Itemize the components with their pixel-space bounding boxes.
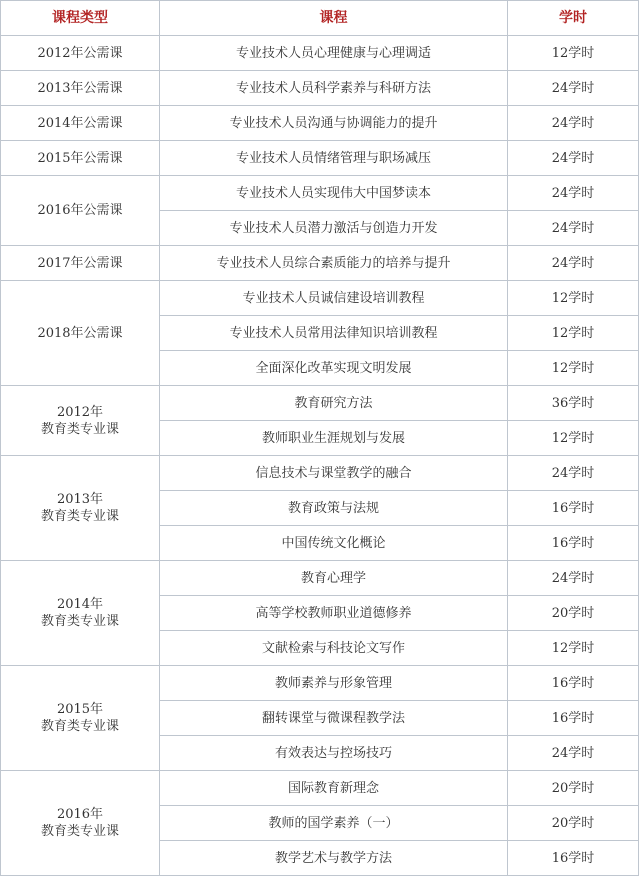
course-type-cell — [1, 456, 160, 561]
table-row — [1, 246, 639, 281]
column-header-hours: 学时 — [508, 1, 639, 36]
table-row — [1, 561, 639, 596]
course-name-cell: 专业技术人员综合素质能力的培养与提升 — [160, 246, 508, 281]
course-type-text: 教育类专业课 — [40, 614, 119, 629]
course-hours-cell: 16学时 — [508, 841, 639, 876]
course-name-cell: 教育政策与法规 — [160, 491, 508, 526]
table-row — [1, 71, 639, 106]
course-name-cell: 专业技术人员实现伟大中国梦读本 — [160, 176, 508, 211]
course-name-cell: 教育心理学 — [160, 561, 508, 596]
table-row — [1, 106, 639, 141]
course-name-cell: 有效表达与控场技巧 — [160, 736, 508, 771]
course-name-cell: 教育研究方法 — [160, 386, 508, 421]
course-hours-cell: 24学时 — [508, 71, 639, 106]
course-type-text: 2018年公需课 — [37, 325, 123, 341]
course-hours-cell: 20学时 — [508, 596, 639, 631]
course-name-cell: 全面深化改革实现文明发展 — [160, 351, 508, 386]
course-name-cell: 信息技术与课堂教学的融合 — [160, 456, 508, 491]
course-name-cell: 专业技术人员沟通与协调能力的提升 — [160, 106, 508, 141]
course-type-cell — [1, 281, 160, 386]
course-name-cell: 中国传统文化概论 — [160, 526, 508, 561]
course-type-text: 2012年公需课 — [37, 45, 123, 61]
course-hours-cell: 36学时 — [508, 386, 639, 421]
course-hours-cell: 24学时 — [508, 736, 639, 771]
course-hours-cell: 24学时 — [508, 456, 639, 491]
course-type-text: 教育类专业课 — [40, 719, 119, 734]
course-hours-cell: 20学时 — [508, 771, 639, 806]
course-type-cell — [1, 771, 160, 876]
course-type-text: 2015年公需课 — [37, 150, 123, 166]
course-hours-cell: 24学时 — [508, 106, 639, 141]
course-name-cell: 专业技术人员诚信建设培训教程 — [160, 281, 508, 316]
column-header-course-type: 课程类型 — [1, 1, 160, 36]
course-type-cell — [1, 666, 160, 771]
table-row — [1, 666, 639, 701]
course-type-cell — [1, 561, 160, 666]
course-name-cell: 国际教育新理念 — [160, 771, 508, 806]
course-type-text: 2012年 — [56, 404, 104, 420]
course-name-cell: 高等学校教师职业道德修养 — [160, 596, 508, 631]
course-type-text: 教育类专业课 — [40, 421, 119, 437]
course-name-cell: 专业技术人员科学素养与科研方法 — [160, 71, 508, 106]
course-type-cell — [1, 106, 160, 141]
table-row — [1, 386, 639, 421]
course-name-cell: 教师素养与形象管理 — [160, 666, 508, 701]
table-row — [1, 176, 639, 211]
course-type-text: 2013年 — [56, 492, 104, 507]
table-body — [1, 36, 639, 876]
course-hours-cell: 12学时 — [508, 351, 639, 386]
course-hours-cell: 24学时 — [508, 141, 639, 176]
course-hours-cell: 16学时 — [508, 701, 639, 736]
course-hours-cell: 12学时 — [508, 631, 639, 666]
course-type-text: 2013年公需课 — [37, 80, 123, 96]
table-row — [1, 456, 639, 491]
course-hours-cell: 24学时 — [508, 561, 639, 596]
course-hours-cell: 16学时 — [508, 526, 639, 561]
course-hours-cell: 12学时 — [508, 421, 639, 456]
course-name-cell: 专业技术人员情绪管理与职场减压 — [160, 141, 508, 176]
course-type-text: 2016年公需课 — [37, 203, 123, 218]
course-hours-cell: 16学时 — [508, 491, 639, 526]
course-type-cell — [1, 246, 160, 281]
course-name-cell: 教学艺术与教学方法 — [160, 841, 508, 876]
table-header-row — [1, 1, 639, 36]
course-hours-cell: 12学时 — [508, 281, 639, 316]
course-name-cell: 翻转课堂与微课程教学法 — [160, 701, 508, 736]
course-type-text: 2014年 — [56, 597, 104, 612]
course-type-text: 教育类专业课 — [40, 824, 119, 839]
course-hours-cell: 12学时 — [508, 316, 639, 351]
course-type-text: 教育类专业课 — [40, 509, 119, 524]
course-name-cell: 专业技术人员心理健康与心理调适 — [160, 36, 508, 71]
course-type-text: 2014年公需课 — [37, 115, 123, 131]
course-type-cell — [1, 71, 160, 106]
course-name-cell: 教师职业生涯规划与发展 — [160, 421, 508, 456]
course-name-cell: 专业技术人员常用法律知识培训教程 — [160, 316, 508, 351]
course-type-cell — [1, 386, 160, 456]
course-type-text: 2016年 — [56, 807, 104, 822]
course-hours-cell: 16学时 — [508, 666, 639, 701]
course-type-cell — [1, 141, 160, 176]
course-hours-cell: 20学时 — [508, 806, 639, 841]
course-name-cell: 专业技术人员潜力激活与创造力开发 — [160, 211, 508, 246]
table-row — [1, 36, 639, 71]
table-row — [1, 771, 639, 806]
course-hours-cell: 24学时 — [508, 211, 639, 246]
table-row — [1, 141, 639, 176]
course-hours-cell: 24学时 — [508, 246, 639, 281]
course-hours-cell: 24学时 — [508, 176, 639, 211]
course-type-text: 2015年 — [56, 702, 104, 717]
course-name-cell: 教师的国学素养（一） — [160, 806, 508, 841]
table-row — [1, 281, 639, 316]
course-type-cell — [1, 176, 160, 246]
course-type-cell — [1, 36, 160, 71]
course-hours-cell: 12学时 — [508, 36, 639, 71]
column-header-course: 课程 — [160, 1, 508, 36]
course-type-text: 2017年公需课 — [37, 255, 123, 271]
course-name-cell: 文献检索与科技论文写作 — [160, 631, 508, 666]
